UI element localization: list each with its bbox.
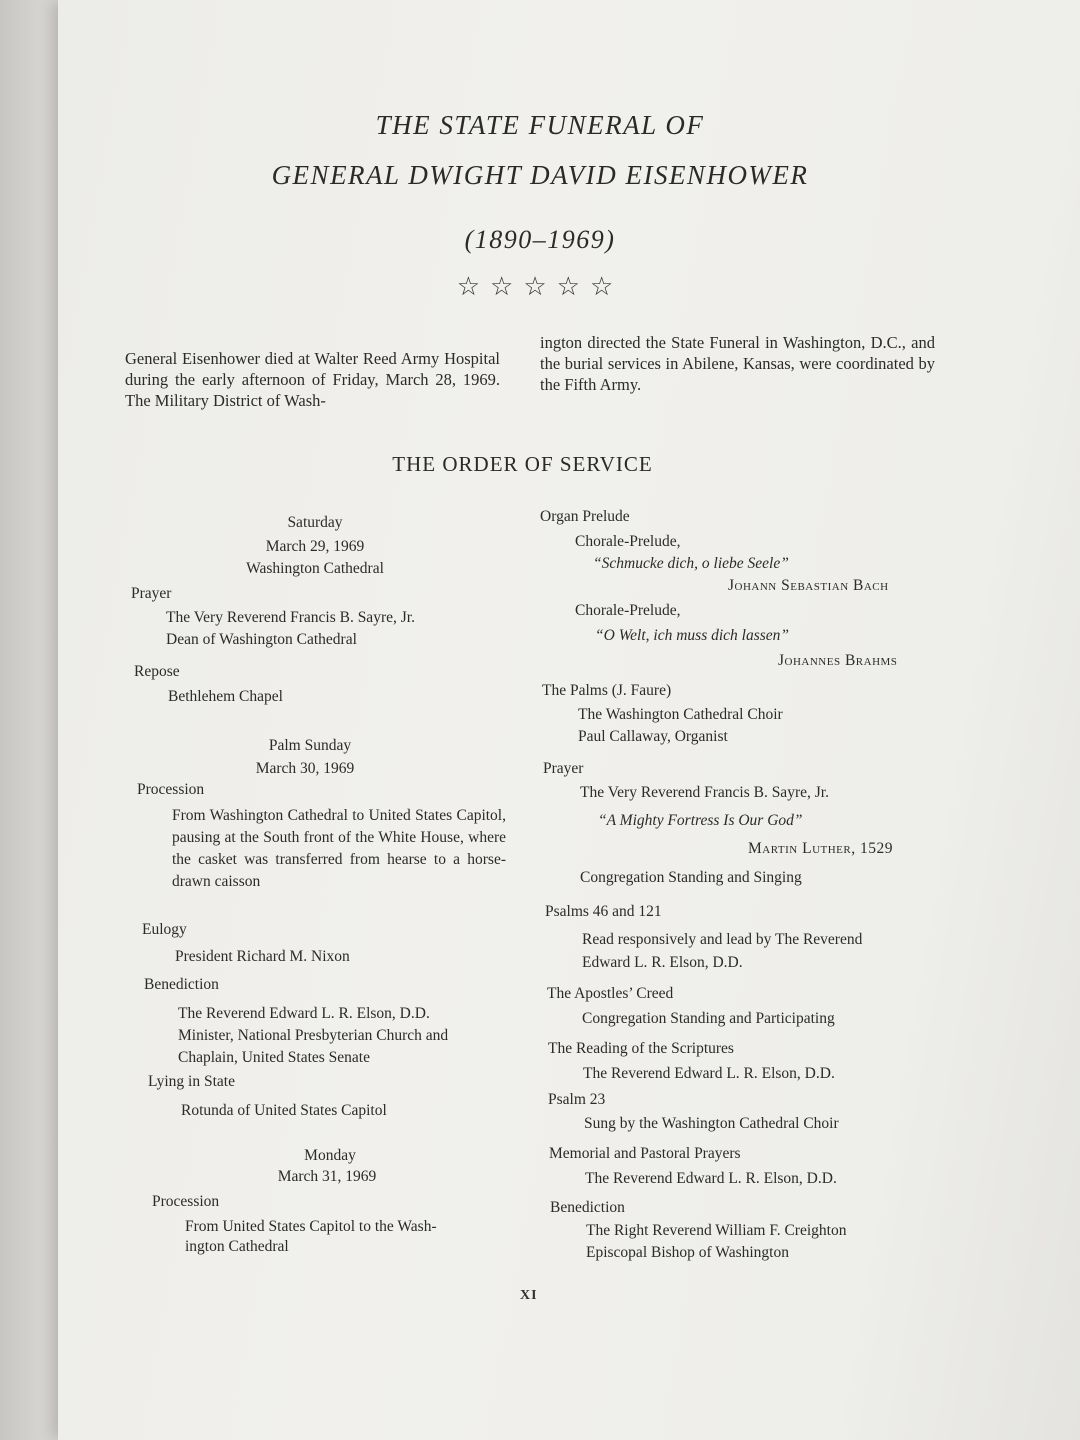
psalms-label: Psalms 46 and 121 [545,903,662,920]
memorial-prayers-officiant: The Reverend Edward L. R. Elson, D.D. [585,1170,837,1187]
lying-in-state-label: Lying in State [148,1073,235,1090]
psalms-reader: Read responsively and lead by The Reverend [582,931,863,948]
intro-left-paragraph: General Eisenhower died at Walter Reed Army Hospital during the early afternoon of Friday, March 28, 1969. The Military District of Wash- [125,349,500,410]
psalm-23-note: Sung by the Washington Cathedral Choir [584,1115,839,1132]
procession-2-route-2: ington Cathedral [185,1238,289,1255]
intro-right-paragraph: ington directed the State Funeral in Washington, D.C., and the burial services in Abilene, Kansas, were coordinated by the Fifth Army. [540,333,935,394]
page-number: XI [520,1288,538,1303]
scripture-reading-label: The Reading of the Scriptures [548,1040,734,1057]
prayer-2-label: Prayer [543,760,584,777]
scripture-reader: The Reverend Edward L. R. Elson, D.D. [583,1065,835,1082]
palm-sunday-label: Palm Sunday [268,737,352,754]
apostles-creed-label: The Apostles’ Creed [547,985,674,1002]
apostles-creed-note: Congregation Standing and Participating [582,1010,835,1027]
benediction-role-2: Chaplain, United States Senate [178,1049,370,1066]
benediction-2-officiant: The Right Reverend William F. Creighton [586,1222,847,1239]
prayer-label: Prayer [131,585,172,602]
chorale-2-title: “O Welt, ich muss dich lassen” [595,627,790,644]
prayer-officiant-title: Dean of Washington Cathedral [166,631,357,648]
hymn-congregation-note: Congregation Standing and Singing [580,869,802,886]
order-of-service-heading: THE ORDER OF SERVICE [392,452,653,476]
prayer-2-officiant: The Very Reverend Francis B. Sayre, Jr. [580,784,829,801]
chorale-2-composer: Johannes Brahms [778,652,898,669]
chorale-1-title: “Schmucke dich, o liebe Seele” [593,555,789,572]
monday-label: Monday [304,1147,356,1164]
repose-label: Repose [134,663,180,680]
psalm-23-label: Psalm 23 [548,1091,606,1108]
organ-prelude-label: Organ Prelude [540,508,630,525]
procession-route: From Washington Cathedral to United States Capitol, pausing at the South front of the White House, where the casket was transferred from hearse to a horse-drawn caisson [172,807,506,890]
saturday-label: Saturday [287,514,343,531]
psalms-reader-2: Edward L. R. Elson, D.D. [582,954,743,971]
hymn-composer: Martin Luther, 1529 [748,840,893,857]
benediction-2-role: Episcopal Bishop of Washington [586,1244,789,1261]
benediction-label: Benediction [144,976,219,993]
chorale-1-composer: Johann Sebastian Bach [728,577,889,594]
monday-date: March 31, 1969 [277,1168,377,1185]
procession-label: Procession [137,781,205,798]
title-line-1: THE STATE FUNERAL OF [375,110,705,140]
procession-2-route: From United States Capitol to the Wash- [185,1218,437,1235]
hymn-title: “A Mighty Fortress Is Our God” [598,812,803,829]
palms-label: The Palms (J. Faure) [542,682,672,699]
prayer-officiant: The Very Reverend Francis B. Sayre, Jr. [166,609,415,626]
palms-choir: The Washington Cathedral Choir [578,706,783,723]
palm-sunday-date: March 30, 1969 [255,760,355,777]
star-ornament: ☆☆☆☆☆ [456,272,624,301]
benediction-role: Minister, National Presbyterian Church and [178,1027,449,1044]
procession-2-label: Procession [152,1193,220,1210]
title-dates: (1890–1969) [464,225,616,254]
saturday-date: March 29, 1969 [265,538,365,555]
memorial-prayers-label: Memorial and Pastoral Prayers [549,1145,741,1162]
repose-location: Bethlehem Chapel [168,688,283,705]
title-line-2: GENERAL DWIGHT DAVID EISENHOWER [271,160,809,190]
benediction-2-label: Benediction [550,1199,625,1216]
eulogy-speaker: President Richard M. Nixon [175,948,350,965]
benediction-officiant: The Reverend Edward L. R. Elson, D.D. [178,1005,430,1022]
eulogy-label: Eulogy [142,921,187,938]
chorale-prelude-2: Chorale-Prelude, [575,602,681,619]
palms-organist: Paul Callaway, Organist [578,728,728,745]
lying-in-state-location: Rotunda of United States Capitol [181,1102,387,1119]
saturday-place: Washington Cathedral [246,560,384,577]
chorale-prelude-1: Chorale-Prelude, [575,533,681,550]
